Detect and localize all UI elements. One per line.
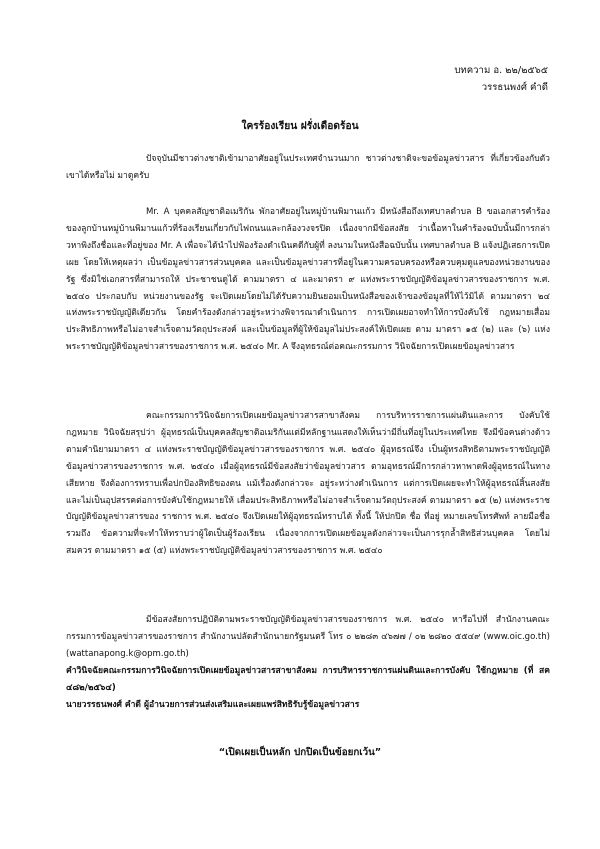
contact-paragraph: มีข้อสงสัยการปฏิบัติตามพระราชบัญญัติข้อมูลข่าวสารของราชการ พ.ศ. ๒๕๔๐ หารือไปที่ สำนักงานคณะกรรมการข้อมูลข่าวสารของราชการ สำนักงานปลัดสำนักนายกรัฐมนตรี โทร ๐ ๒๒๘๓ ๔๖๗๗ / ๐๒ ๒๘๒๐ ๕๕๔๙ (www.oic.go.th) (wattanapong.k@opm.go.th) bbox=[66, 615, 550, 659]
ruling-reference: คำวินิจฉัยคณะกรรมการวินิจฉัยการเปิดเผยข้อมูลข่าวสารสาขาสังคม การบริหารราชการแผ่นดินและการบังคับ ใช้กฎหมาย (ที่ สค ๔๘๒/๒๕๖๔) bbox=[66, 665, 550, 693]
article-title: ใครร้องเรียน ฝรั่งเดือดร้อน bbox=[241, 121, 359, 132]
author-signature: นายวรรธนพงศ์ คำดี ผู้อำนวยการส่วนส่งเสริมและเผยแพร่สิทธิรับรู้ข้อมูลข่าวสาร bbox=[66, 699, 360, 710]
article-reference bbox=[454, 62, 548, 96]
facts-paragraph: Mr. A บุคคลสัญชาติอเมริกัน พักอาศัยอยู่ในหมู่บ้านพิมานแก้ว มีหนังสือถึงเทศบาลตำบล B ขอเอกสารคำร้องของลูกบ้านหมู่บ้านพิมานแก้วที่ร้องเรียนเกี่ยวกับไฟถนนและกล้องวงจรปิด เนื่องจากมีข้อสงสัย ว่าเนื้อหาในคำร้องฉบับนั้นมีการกล่าวหาพิงถึงชื่อและที่อยู่ของ Mr. A เพื่อจะได้นำไปฟ้องร้องดำเนินคดีกับผู้ที่ ลงนามในหนังสือฉบับนั้น เทศบาลตำบล B แจ้งปฏิเสธการเปิดเผย โดยให้เหตุผลว่า เป็นข้อมูลข่าวสารส่วนบุคคล และเป็นข้อมูลข่าวสารที่อยู่ในความครอบครองหรือควบคุมดูแลของหน่วยงานของรัฐ ซึ่งมิใช่เอกสารที่สามารถให้ ประชาชนดูได้ ตามมาตรา ๔ และมาตรา ๙ แห่งพระราชบัญญัติข้อมูลข่าวสารของราชการ พ.ศ. ๒๕๔๐ ประกอบกับ หน่วยงานของรัฐ จะเปิดเผยโดยไม่ได้รับความยินยอมเป็นหนังสือของเจ้าของข้อมูลที่ให้ไว้มิได้ ตามมาตรา ๒๔ แห่งพระราชบัญญัติเดียวกัน โดยคำร้องดังกล่าวอยู่ระหว่างพิจารณาดำเนินการ การเปิดเผยอาจทำให้การบังคับใช้ กฎหมายเสื่อมประสิทธิภาพหรือไม่อาจสำเร็จตามวัตถุประสงค์ และเป็นข้อมูลที่ผู้ให้ข้อมูลไม่ประสงค์ให้เปิดเผย ตาม มาตรา ๑๕ (๒) และ (๖) แห่งพระราชบัญญัติข้อมูลข่าวสารของราชการ พ.ศ. ๒๕๔๐ Mr. A จึงอุทธรณ์ต่อคณะกรรมการ วินิจฉัยการเปิดเผยข้อมูลข่าวสาร bbox=[66, 207, 550, 353]
ruling-paragraph: คณะกรรมการวินิจฉัยการเปิดเผยข้อมูลข่าวสารสาขาสังคม การบริหารราชการแผ่นดินและการ บังคับใช้กฎหมาย วินิจฉัยสรุปว่า ผู้อุทธรณ์เป็นบุคคลสัญชาติอเมริกันแต่มีหลักฐานแสดงให้เห็นว่ามีถิ่นที่อยู่ในประเทศไทย จึงมีข้อคนต่างด้าวตามคำนิยามมาตรา ๔ แห่งพระราชบัญญัติข้อมูลข่าวสารของราชการ พ.ศ. ๒๕๔๐ ผู้อุทธรณ์จึง เป็นผู้ทรงสิทธิตามพระราชบัญญัติข้อมูลข่าวสารของราชการ พ.ศ. ๒๕๔๐ เมื่อผู้อุทธรณ์มีข้อสงสัยว่าข้อมูลข่าวสาร ตามอุทธรณ์มีการกล่าวหาพาดพิงผู้อุทธรณ์ในทางเสียหาย จึงต้องการทราบเพื่อปกป้องสิทธิของตน แม้เรื่องดังกล่าวจะ อยู่ระหว่างดำเนินการ แต่การเปิดเผยจะทำให้ผู้อุทธรณ์สิ้นสงสัยและไม่เป็นอุปสรรคต่อการบังคับใช้กฎหมายให้ เสื่อมประสิทธิภาพหรือไม่อาจสำเร็จตามวัตถุประสงค์ ตามมาตรา ๑๕ (๒) แห่งพระราชบัญญัติข้อมูลข่าวสารของ ราชการ พ.ศ. ๒๕๔๐ จึงเปิดเผยให้ผู้อุทธรณ์ทราบได้ ทั้งนี้ ให้ปกปิด ชื่อ ที่อยู่ หมายเลขโทรศัพท์ ลายมือชื่อ รวมถึง ข้อความที่จะทำให้ทราบว่าผู้ใดเป็นผู้ร้องเรียน เนื่องจากการเปิดเผยข้อมูลดังกล่าวจะเป็นการรุกล้ำสิทธิส่วนบุคคล โดยไม่สมควร ตามมาตรา ๑๕ (๕) แห่งพระราชบัญญัติข้อมูลข่าวสารของราชการ พ.ศ. ๒๕๔๐ bbox=[66, 411, 550, 557]
ruling-paragraph-block bbox=[66, 408, 550, 560]
slogan: “เปิดเผยเป็นหลัก ปกปิดเป็นข้อยกเว้น” bbox=[218, 747, 382, 758]
contact-block bbox=[66, 612, 550, 713]
article-number: บทความ อ. ๒๒/๒๕๖๕ bbox=[454, 65, 548, 76]
article-author: วรรธนพงศ์ คำดี bbox=[481, 82, 548, 93]
intro-paragraph: ปัจจุบันมีชาวต่างชาติเข้ามาอาศัยอยู่ในประเทศจำนวนมาก ชาวต่างชาติจะขอข้อมูลข่าวสาร ที่เกี่ยวข้องกับตัวเขาได้หรือไม่ มาดูครับ bbox=[66, 154, 550, 181]
facts-paragraph-block bbox=[66, 204, 550, 356]
intro-paragraph-block bbox=[66, 151, 550, 185]
